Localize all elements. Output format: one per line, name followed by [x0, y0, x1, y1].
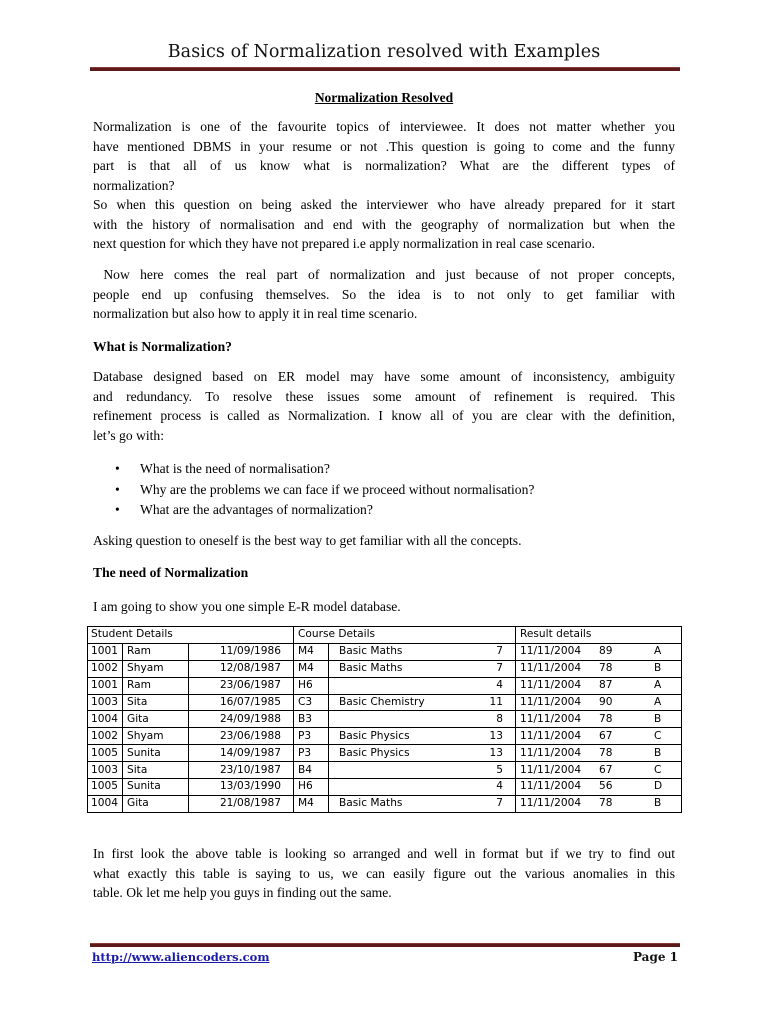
- result-date: 11/11/2004: [520, 780, 582, 793]
- result-date: 11/11/2004: [520, 746, 582, 759]
- question-list: [115, 459, 534, 521]
- result-cell: [516, 677, 682, 694]
- footer-divider: [90, 943, 680, 947]
- table-row: [88, 779, 682, 796]
- course-code: B4: [294, 762, 329, 779]
- course-code: H6: [294, 779, 329, 796]
- result-score: 87: [599, 679, 613, 692]
- course-credits: 7: [445, 643, 516, 660]
- table-row: [88, 694, 682, 711]
- student-name: Sita: [123, 762, 189, 779]
- course-credits: 7: [445, 795, 516, 812]
- definition-paragraph: [93, 367, 675, 445]
- bullet-icon: •: [115, 461, 120, 476]
- student-dob: 23/10/1987: [189, 762, 294, 779]
- table-row: [88, 728, 682, 745]
- student-name: Sita: [123, 694, 189, 711]
- course-credits: 4: [445, 779, 516, 796]
- student-name: Gita: [123, 711, 189, 728]
- text-line: let’s go with:: [93, 427, 164, 443]
- student-id: 1001: [88, 643, 123, 660]
- result-date: 11/11/2004: [520, 696, 582, 708]
- text-line: I am going to show you one simple E-R model database.: [93, 599, 401, 614]
- text-line: have mentioned DBMS in your resume or not .This question is going to come and the funny: [93, 138, 675, 154]
- er-model-table: [87, 626, 682, 813]
- course-name: Basic Chemistry: [329, 694, 446, 711]
- result-date: 11/11/2004: [520, 679, 582, 692]
- result-score: 89: [599, 645, 613, 658]
- table-row: [88, 643, 682, 660]
- course-credits: 5: [445, 762, 516, 779]
- course-name: Basic Physics: [329, 728, 446, 745]
- student-dob: 13/03/1990: [189, 779, 294, 796]
- result-grade: B: [654, 712, 662, 725]
- student-id: 1002: [88, 660, 123, 677]
- text-line: So when this question on being asked the interviewer who have already prepared for it start: [93, 197, 675, 212]
- result-cell: [516, 643, 682, 660]
- intro-paragraph-2: [93, 265, 675, 324]
- student-name: Shyam: [123, 728, 189, 745]
- text-line: In first look the above table is looking so arranged and well in format but if we try to find out: [93, 846, 675, 861]
- text-line: Asking question to oneself is the best way to get familiar with all the concepts.: [93, 533, 522, 548]
- table-row: [88, 660, 682, 677]
- result-cell: [516, 779, 682, 796]
- text-line: Now here comes the real part of normalization and just because of not proper concepts,: [93, 267, 675, 282]
- intro-paragraph-1: [93, 117, 675, 254]
- course-credits: 4: [445, 677, 516, 694]
- student-dob: 21/08/1987: [189, 795, 294, 812]
- text-line: people end up confusing themselves. So the idea is to not only to get familiar with: [93, 286, 675, 302]
- result-grade: C: [654, 729, 662, 742]
- result-cell: [516, 762, 682, 779]
- student-name: Gita: [123, 795, 189, 812]
- text-line: what exactly this table is saying to us, we can easily figure out the various anomalies in this: [93, 865, 675, 881]
- course-name: Basic Maths: [329, 643, 446, 660]
- student-dob: 24/09/1988: [189, 711, 294, 728]
- result-score: 78: [599, 712, 613, 725]
- result-date: 11/11/2004: [520, 763, 582, 776]
- result-cell: [516, 728, 682, 745]
- text-line: next question for which they have not prepared i.e apply normalization in real case scenario.: [93, 236, 596, 251]
- student-id: 1005: [88, 779, 123, 796]
- result-grade: B: [654, 662, 662, 675]
- result-grade: A: [654, 696, 662, 708]
- section-title: Normalization Resolved: [314, 90, 454, 105]
- result-grade: D: [654, 780, 663, 793]
- student-id: 1005: [88, 745, 123, 762]
- page-number: Page 1: [632, 950, 678, 964]
- list-item-text: Why are the problems we can face if we proceed without normalisation?: [140, 481, 535, 497]
- text-line: table. Ok let me help you guys in finding out the same.: [93, 885, 392, 900]
- result-grade: B: [654, 746, 662, 759]
- course-name: [329, 677, 446, 694]
- table-row: [88, 677, 682, 694]
- course-code: M4: [294, 795, 329, 812]
- header-result-details: Result details: [516, 627, 682, 644]
- result-date: 11/11/2004: [520, 729, 582, 742]
- course-credits: 13: [445, 728, 516, 745]
- student-id: 1002: [88, 728, 123, 745]
- page-title: Basics of Normalization resolved with Examples: [167, 42, 601, 62]
- result-grade: A: [654, 645, 662, 658]
- course-code: C3: [294, 694, 329, 711]
- result-score: 90: [599, 696, 613, 708]
- table-row: [88, 795, 682, 812]
- course-credits: 7: [445, 660, 516, 677]
- table-header-row: [88, 627, 682, 644]
- result-date: 11/11/2004: [520, 712, 582, 725]
- student-name: Ram: [123, 643, 189, 660]
- table-row: [88, 711, 682, 728]
- student-id: 1003: [88, 694, 123, 711]
- table-row: [88, 745, 682, 762]
- header-divider: [90, 67, 680, 71]
- student-id: 1004: [88, 711, 123, 728]
- text-line: Normalization is one of the favourite topics of interviewee. It does not matter whether you: [93, 119, 675, 134]
- heading-what-is-normalization: What is Normalization?: [93, 339, 232, 354]
- header-course-details: Course Details: [294, 627, 516, 644]
- course-code: M4: [294, 660, 329, 677]
- website-link[interactable]: http://www.aliencoders.com: [92, 950, 270, 964]
- heading-need-of-normalization: The need of Normalization: [93, 565, 249, 580]
- course-code: H6: [294, 677, 329, 694]
- course-name: [329, 762, 446, 779]
- list-item: [115, 459, 534, 480]
- list-item-text: What are the advantages of normalization?: [140, 502, 373, 517]
- student-name: Shyam: [123, 660, 189, 677]
- list-item: [115, 480, 534, 501]
- student-dob: 23/06/1987: [189, 677, 294, 694]
- text-line: with the history of normalisation and end with the geography of normalization but when the: [93, 216, 675, 232]
- course-name: [329, 779, 446, 796]
- text-line: normalization but also how to apply it in real time scenario.: [93, 306, 418, 321]
- table-intro: [93, 597, 675, 617]
- bullet-icon: •: [115, 502, 120, 517]
- course-credits: 11: [445, 694, 516, 711]
- text-line: refinement process is called as Normalization. I know all of you are clear with the definition,: [93, 408, 675, 423]
- text-line: normalization?: [93, 177, 175, 193]
- result-date: 11/11/2004: [520, 662, 582, 675]
- course-code: B3: [294, 711, 329, 728]
- course-code: P3: [294, 745, 329, 762]
- student-dob: 11/09/1986: [189, 643, 294, 660]
- list-item-text: What is the need of normalisation?: [140, 461, 330, 476]
- result-grade: A: [654, 679, 662, 692]
- analysis-paragraph: [93, 844, 675, 903]
- student-dob: 23/06/1988: [189, 728, 294, 745]
- student-id: 1003: [88, 762, 123, 779]
- header-student-details: Student Details: [88, 627, 294, 644]
- course-name: [329, 711, 446, 728]
- course-code: P3: [294, 728, 329, 745]
- course-name: Basic Maths: [329, 660, 446, 677]
- student-id: 1004: [88, 795, 123, 812]
- result-cell: [516, 745, 682, 762]
- result-cell: [516, 711, 682, 728]
- result-score: 56: [599, 780, 613, 793]
- text-line: and redundancy. To resolve these issues some amount of refinement is required. This: [93, 388, 675, 404]
- result-date: 11/11/2004: [520, 797, 582, 810]
- student-name: Sunita: [123, 779, 189, 796]
- result-date: 11/11/2004: [520, 645, 582, 658]
- list-item: [115, 500, 534, 521]
- course-code: M4: [294, 643, 329, 660]
- result-grade: C: [654, 763, 662, 776]
- table-row: [88, 762, 682, 779]
- result-cell: [516, 795, 682, 812]
- bullet-icon: •: [115, 481, 120, 497]
- result-score: 67: [599, 729, 613, 742]
- result-cell: [516, 694, 682, 711]
- course-name: Basic Physics: [329, 745, 446, 762]
- closing-paragraph: [93, 531, 675, 551]
- result-grade: B: [654, 797, 662, 810]
- text-line: part is that all of us know what is normalization? What are the different types of: [93, 158, 675, 173]
- result-score: 78: [599, 797, 613, 810]
- result-score: 78: [599, 662, 613, 675]
- result-score: 67: [599, 763, 613, 776]
- student-dob: 16/07/1985: [189, 694, 294, 711]
- student-name: Ram: [123, 677, 189, 694]
- result-score: 78: [599, 746, 613, 759]
- result-cell: [516, 660, 682, 677]
- student-dob: 12/08/1987: [189, 660, 294, 677]
- course-credits: 13: [445, 745, 516, 762]
- text-line: Database designed based on ER model may have some amount of inconsistency, ambiguity: [93, 369, 675, 384]
- student-dob: 14/09/1987: [189, 745, 294, 762]
- course-credits: 8: [445, 711, 516, 728]
- student-name: Sunita: [123, 745, 189, 762]
- course-name: Basic Maths: [329, 795, 446, 812]
- student-id: 1001: [88, 677, 123, 694]
